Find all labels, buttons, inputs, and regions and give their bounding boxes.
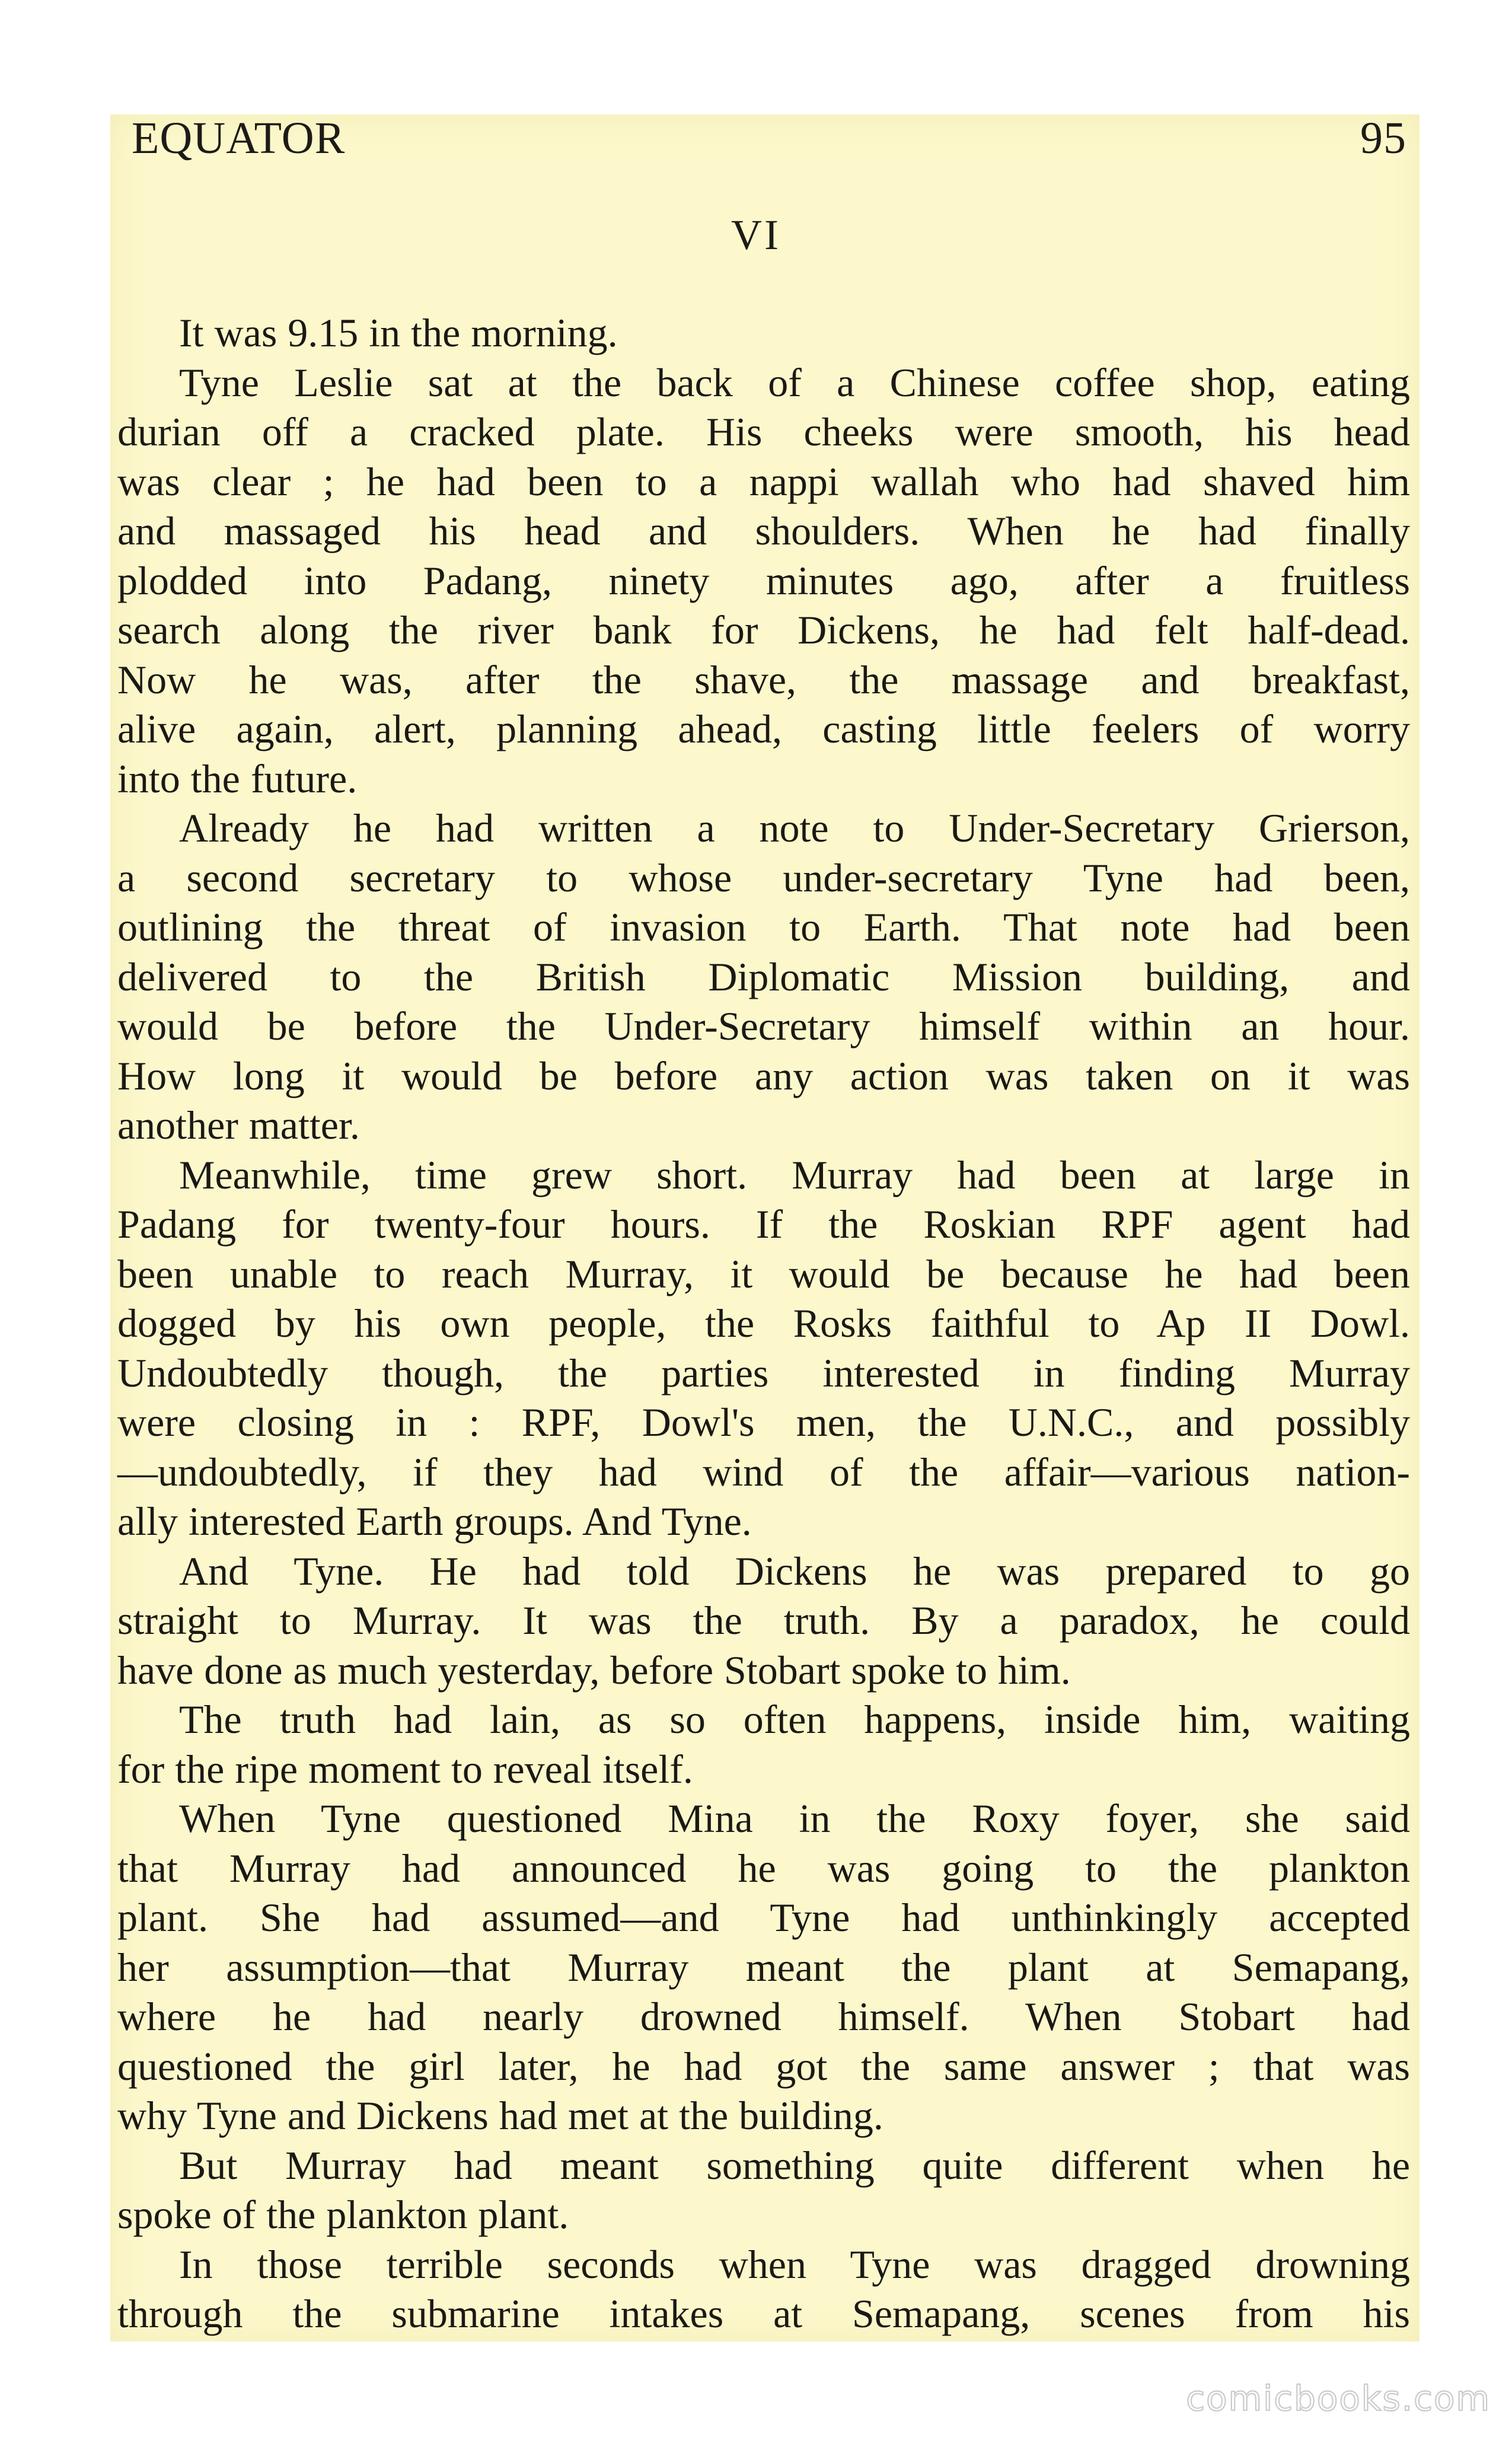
text-line: spoke of the plankton plant. bbox=[117, 2192, 569, 2237]
text-line: It was 9.15 in the morning. bbox=[179, 310, 618, 355]
text-line: durian off a cracked plate. His cheeks were smooth, his head bbox=[117, 409, 1410, 454]
text-line: her assumption—that Murray meant the plant at Semapang, bbox=[117, 1944, 1410, 1990]
running-title: EQUATOR bbox=[132, 113, 346, 163]
text-line: Tyne Leslie sat at the back of a Chinese coffee shop, eating bbox=[179, 359, 1410, 405]
text-line: where he had nearly drowned himself. When Stobart had bbox=[117, 1994, 1410, 2039]
text-line: And Tyne. He had told Dickens he was prepared to go bbox=[179, 1548, 1410, 1594]
text-line: Padang for twenty-four hours. If the Roskian RPF agent had bbox=[117, 1202, 1410, 1247]
text-line: When Tyne questioned Mina in the Roxy foyer, she said bbox=[179, 1796, 1410, 1841]
text-line: for the ripe moment to reveal itself. bbox=[117, 1746, 693, 1792]
text-line: have done as much yesterday, before Stobart spoke to him. bbox=[117, 1647, 1071, 1693]
text-line: Undoubtedly though, the parties interested in finding Murray bbox=[117, 1350, 1410, 1395]
text-line: In those terrible seconds when Tyne was dragged drowning bbox=[179, 2241, 1410, 2287]
text-line: been unable to reach Murray, it would be because he had been bbox=[117, 1251, 1410, 1296]
text-line: would be before the Under-Secretary himself within an hour. bbox=[117, 1003, 1410, 1049]
text-line: a second secretary to whose under-secretary Tyne had been, bbox=[117, 855, 1410, 900]
running-head bbox=[132, 107, 1406, 172]
text-line: But Murray had meant something quite different when he bbox=[179, 2142, 1410, 2188]
text-line: that Murray had announced he was going to the plankton bbox=[117, 1845, 1410, 1891]
text-line: and massaged his head and shoulders. When he had finally bbox=[117, 508, 1410, 553]
text-line: Now he was, after the shave, the massage and breakfast, bbox=[117, 657, 1410, 702]
text-line: dogged by his own people, the Rosks faithful to Ap II Dowl. bbox=[117, 1301, 1410, 1346]
text-line: delivered to the British Diplomatic Mission building, and bbox=[117, 954, 1410, 999]
text-line: Meanwhile, time grew short. Murray had been at large in bbox=[179, 1152, 1410, 1197]
text-line: How long it would be before any action was taken on it was bbox=[117, 1053, 1410, 1098]
text-line: was clear ; he had been to a nappi wallah who had shaved him bbox=[117, 458, 1410, 504]
text-line: another matter. bbox=[117, 1103, 360, 1148]
text-line: why Tyne and Dickens had met at the building. bbox=[117, 2093, 883, 2138]
text-line: plant. She had assumed—and Tyne had unthinkingly accepted bbox=[117, 1895, 1410, 1940]
text-line: The truth had lain, as so often happens, inside him, waiting bbox=[179, 1697, 1410, 1742]
text-line: through the submarine intakes at Semapang, scenes from his bbox=[117, 2291, 1410, 2336]
text-line: Already he had written a note to Under-Secretary Grierson, bbox=[179, 805, 1410, 850]
chapter-heading: VI bbox=[731, 211, 781, 259]
page-number: 95 bbox=[1360, 113, 1406, 163]
text-line: plodded into Padang, ninety minutes ago, after a fruitless bbox=[117, 557, 1410, 603]
body-text bbox=[117, 308, 1410, 2339]
text-line: straight to Murray. It was the truth. By a paradox, he could bbox=[117, 1598, 1410, 1643]
text-line: search along the river bank for Dickens, he had felt half-dead. bbox=[117, 607, 1410, 652]
text-line: questioned the girl later, he had got the same answer ; that was bbox=[117, 2043, 1410, 2089]
text-line: alive again, alert, planning ahead, casting little feelers of worry bbox=[117, 706, 1410, 751]
watermark: comicbooks.com bbox=[1186, 2378, 1491, 2419]
text-line: ally interested Earth groups. And Tyne. bbox=[117, 1499, 752, 1544]
text-line: were closing in : RPF, Dowl's men, the U.N.C., and possibly bbox=[117, 1400, 1410, 1445]
text-line: outlining the threat of invasion to Earth. That note had been bbox=[117, 904, 1410, 950]
text-line: into the future. bbox=[117, 756, 358, 801]
text-line: —undoubtedly, if they had wind of the affair—various nation- bbox=[117, 1449, 1410, 1495]
